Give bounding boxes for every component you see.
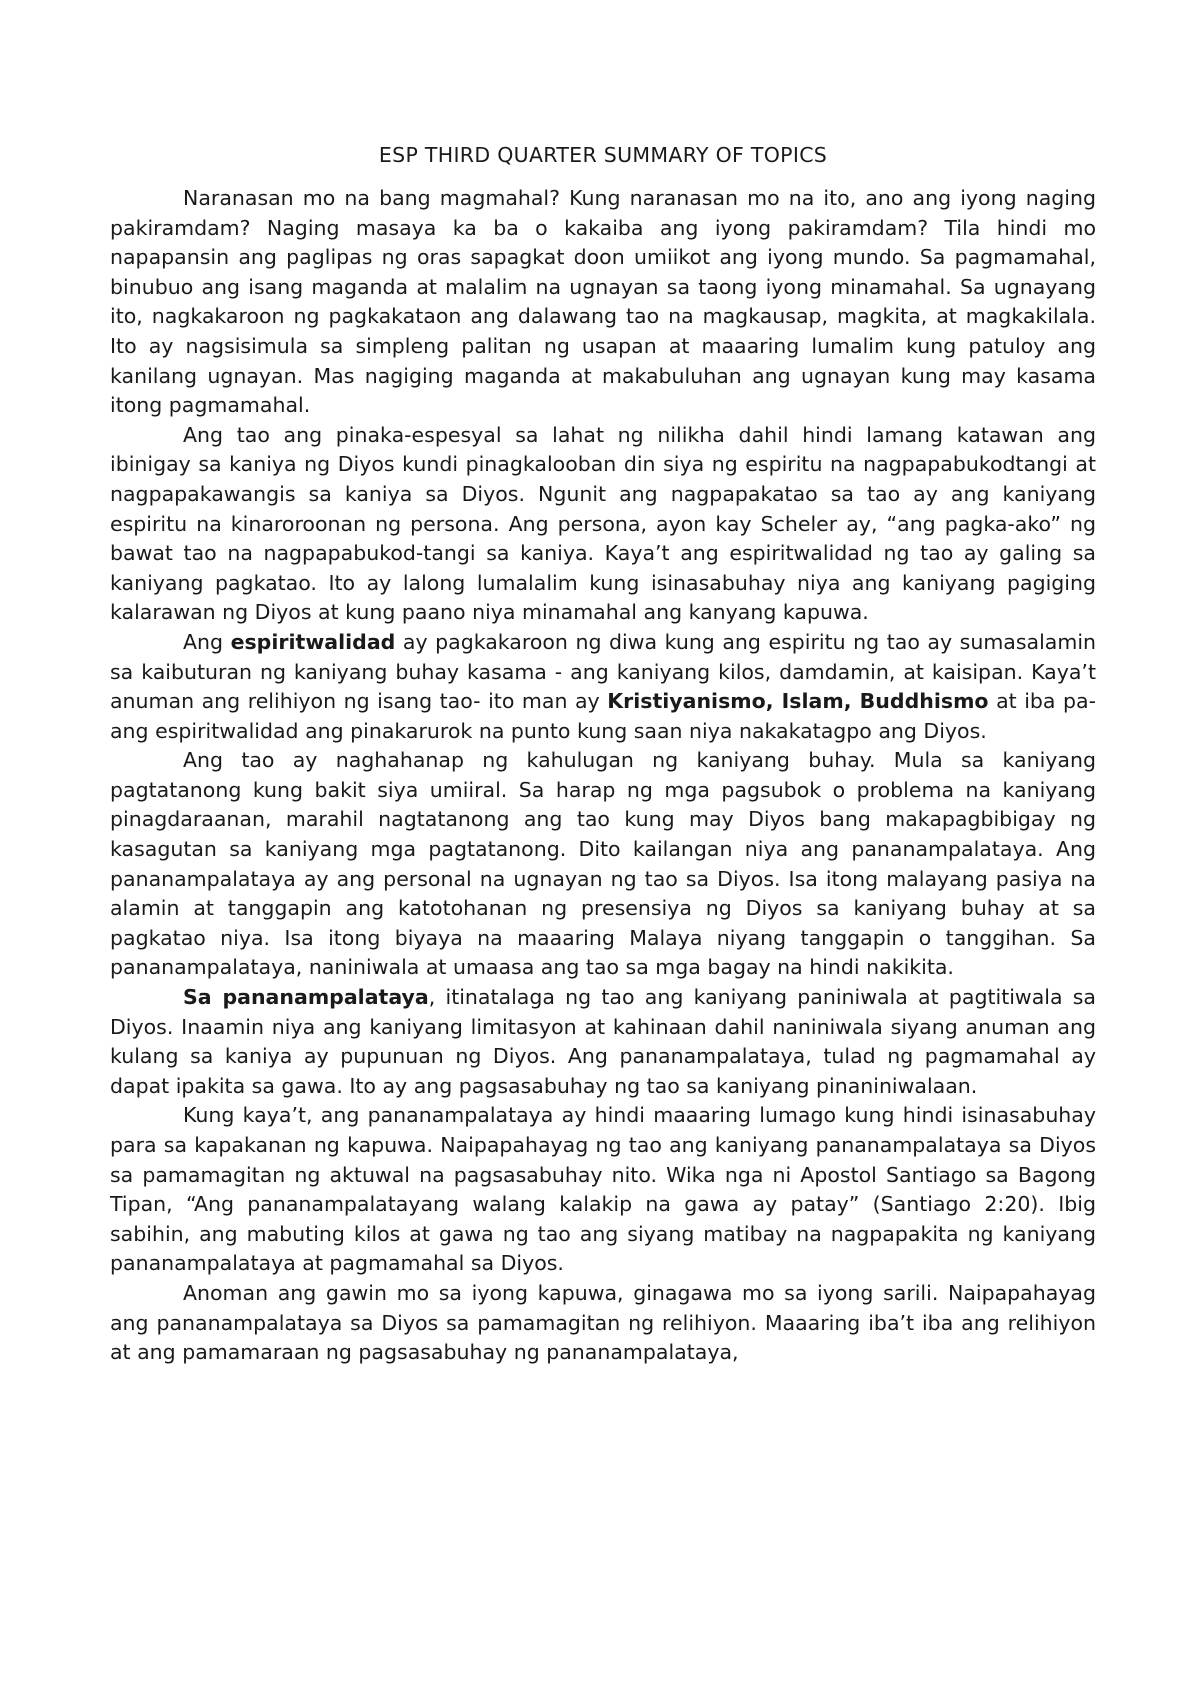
paragraph-3 (110, 628, 1096, 746)
document-page (110, 140, 1096, 1368)
paragraph-2: Ang tao ang pinaka-espesyal sa lahat ng nilikha dahil hindi lamang katawan ang ibinigay sa kaniya ng Diyos kundi pinagkalooban din siya ng espiritu na nagpapabukodtangi at nagpapakawangis sa kaniya sa Diyos. Ngunit ang nagpapakatao sa tao ay ang kaniyang espiritu na kinaroroonan ng persona. Ang persona, ayon kay Scheler ay, “ang pagka-ako” ng bawat tao na nagpapabukod-tangi sa kaniya. Kaya’t ang espiritwalidad ng tao ay galing sa kaniyang pagkatao. Ito ay lalong lumalalim kung isinasabuhay niya ang kaniyang pagiging kalarawan ng Diyos at kung paano niya minamahal ang kanyang kapuwa. (110, 422, 1096, 625)
term-sa-pananampalataya: Sa pananampalataya (183, 985, 429, 1010)
term-espiritwalidad: espiritwalidad (230, 629, 396, 654)
paragraph-7: Anoman ang gawin mo sa iyong kapuwa, ginagawa mo sa iyong sarili. Naipapahayag ang pananampalataya sa Diyos sa pamamagitan ng relihiyon. Maaaring iba’t iba ang relihiyon at ang pamamaraan ng pagsasabuhay ng pananampalataya, (110, 1280, 1096, 1365)
term-religions: Kristiyanismo, Islam, Buddhismo (607, 689, 989, 714)
paragraph-3-text-c: ay pagkakaroon ng diwa kung ang espiritu ng tao ay sumasalamin sa kaibuturan ng kaniyang buhay kasama - ang kaniyang kilos, damdamin, at kaisipan. Kaya’t anuman ang relihiyon ng isang tao- ito man ay (110, 629, 1097, 714)
paragraph-3-text-e: at iba pa- ang espiritwalidad ang pinakarurok na punto kung saan niya nakakatagpo ang Diyos. (110, 689, 1096, 743)
paragraph-1: Naranasan mo na bang magmahal? Kung naranasan mo na ito, ano ang iyong naging pakiramdam? Naging masaya ka ba o kakaiba ang iyong pakiramdam? Tila hindi mo napapansin ang paglipas ng oras sapagkat doon umiikot ang iyong mundo. Sa pagmamahal, binubuo ang isang maganda at malalim na ugnayan sa taong iyong minamahal. Sa ugnayang ito, nagkakaroon ng pagkakataon ang dalawang tao na magkausap, magkita, at magkakilala. Ito ay nagsisimula sa simpleng palitan ng usapan at maaaring lumalim kung patuloy ang kanilang ugnayan. Mas nagiging maganda at makabuluhan ang ugnayan kung may kasama itong pagmamahal. (110, 186, 1096, 418)
paragraph-4: Ang tao ay naghahanap ng kahulugan ng kaniyang buhay. Mula sa kaniyang pagtatanong kung bakit siya umiiral. Sa harap ng mga pagsubok o problema na kaniyang pinagdaraanan, marahil nagtatanong ang tao kung may Diyos bang makapagbibigay ng kasagutan sa kaniyang mga pagtatanong. Dito kailangan niya ang pananampalataya. Ang pananampalataya ay ang personal na ugnayan ng tao sa Diyos. Isa itong malayang pasiya na alamin at tanggapin ang katotohanan ng presensiya ng Diyos sa kaniyang buhay at sa pagkatao niya. Isa itong biyaya na maaaring Malaya niyang tanggapin o tanggihan. Sa pananampalataya, naniniwala at umaasa ang tao sa mga bagay na hindi nakikita. (110, 748, 1096, 980)
paragraph-6: Kung kaya’t, ang pananampalataya ay hindi maaaring lumago kung hindi isinasabuhay para sa kapakanan ng kapuwa. Naipapahayag ng tao ang kaniyang pananampalataya sa Diyos sa pamamagitan ng aktuwal na pagsasabuhay nito. Wika nga ni Apostol Santiago sa Bagong Tipan, “Ang pananampalatayang walang kalakip na gawa ay patay” (Santiago 2:20). Ibig sabihin, ang mabuting kilos at gawa ng tao ang siyang matibay na nagpapakita ng kaniyang pananampalataya at pagmamahal sa Diyos. (110, 1103, 1096, 1276)
document-title: ESP THIRD QUARTER SUMMARY OF TOPICS (378, 143, 828, 167)
paragraph-5-text-b: , itinatalaga ng tao ang kaniyang paniniwala at pagtitiwala sa Diyos. Inaamin niya ang kaniyang limitasyon at kahinaan dahil naniniwala siyang anuman ang kulang sa kaniya ay pupunuan ng Diyos. Ang pananampalataya, tulad ng pagmamahal ay dapat ipakita sa gawa. Ito ay ang pagsasabuhay ng tao sa kaniyang pinaniniwalaan. (110, 985, 1096, 1098)
paragraph-3-text-a: Ang (183, 629, 231, 654)
paragraph-5 (110, 983, 1096, 1101)
